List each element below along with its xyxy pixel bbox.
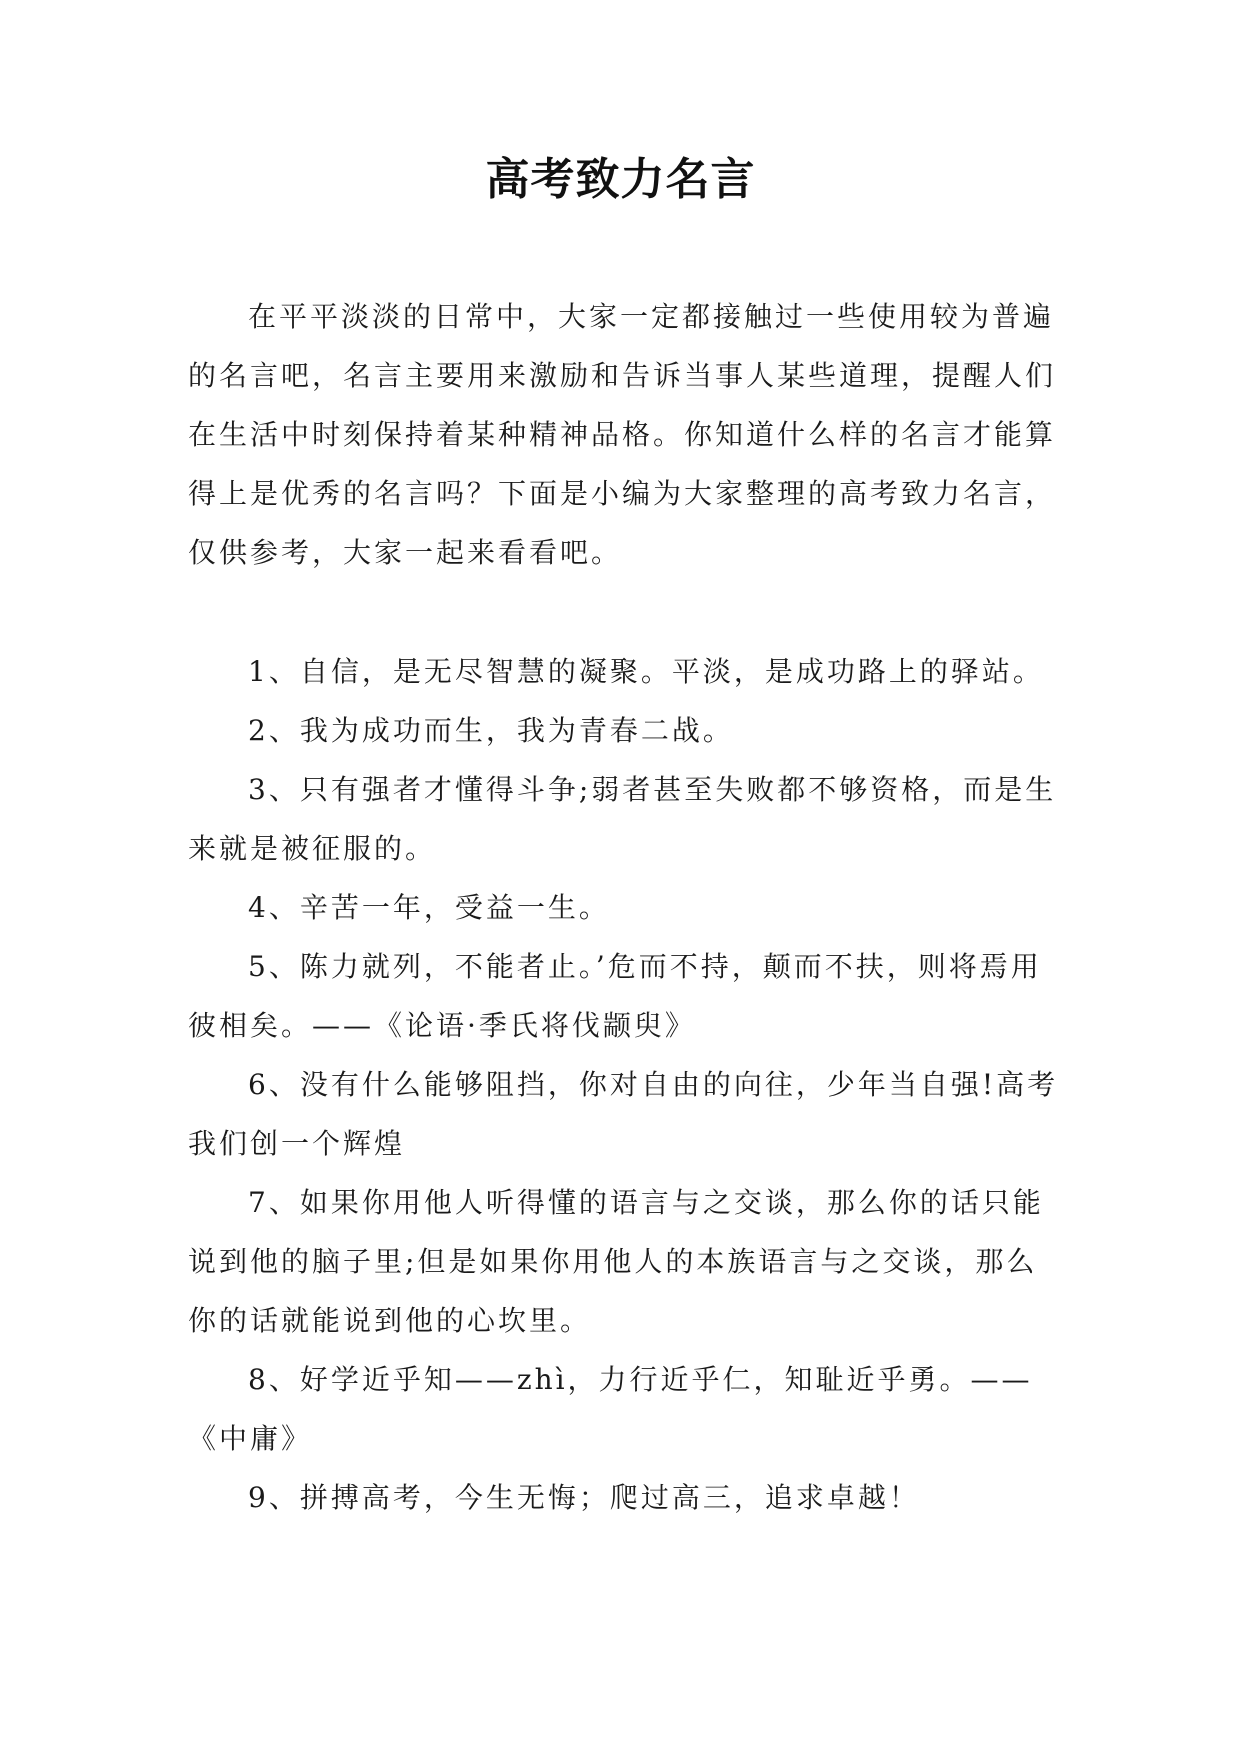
quote-paragraph-9: 9、拼搏高考，今生无悔；爬过高三，追求卓越！ <box>248 1481 920 1514</box>
quote-paragraph-6: 6、没有什么能够阻挡，你对自由的向往，少年当自强!高考我们创一个辉煌 <box>188 1068 1059 1160</box>
intro-paragraph: 在平平淡淡的日常中，大家一定都接触过一些使用较为普遍的名言吧，名言主要用来激励和告诉当事人某些道理，提醒人们在生活中时刻保持着某种精神品格。你知道什么样的名言才能算得上是优秀的名言吗？下面是小编为大家整理的高考致力名言，仅供参考，大家一起来看看吧。 <box>188 300 1057 569</box>
quote-paragraph-1: 1、自信，是无尽智慧的凝聚。平淡，是成功路上的驿站。 <box>248 655 1044 688</box>
quote-paragraph-5: 5、陈力就列，不能者止。’危而不持，颠而不扶，则将焉用彼相矣。——《论语·季氏将伐颛臾》 <box>188 950 1042 1042</box>
quote-paragraph-7: 7、如果你用他人听得懂的语言与之交谈，那么你的话只能说到他的脑子里;但是如果你用他人的本族语言与之交谈，那么你的话就能说到他的心坎里。 <box>188 1186 1044 1337</box>
quote-paragraph-8: 8、好学近乎知——zhì，力行近乎仁，知耻近乎勇。——《中庸》 <box>188 1363 1033 1455</box>
quote-paragraph-4: 4、辛苦一年，受益一生。 <box>248 891 610 924</box>
document-title: 高考致力名言 <box>485 154 756 205</box>
quote-paragraph-2: 2、我为成功而生，我为青春二战。 <box>248 714 734 747</box>
quote-paragraph-3: 3、只有强者才懂得斗争;弱者甚至失败都不够资格，而是生来就是被征服的。 <box>188 773 1057 865</box>
document-body <box>188 287 1064 1527</box>
